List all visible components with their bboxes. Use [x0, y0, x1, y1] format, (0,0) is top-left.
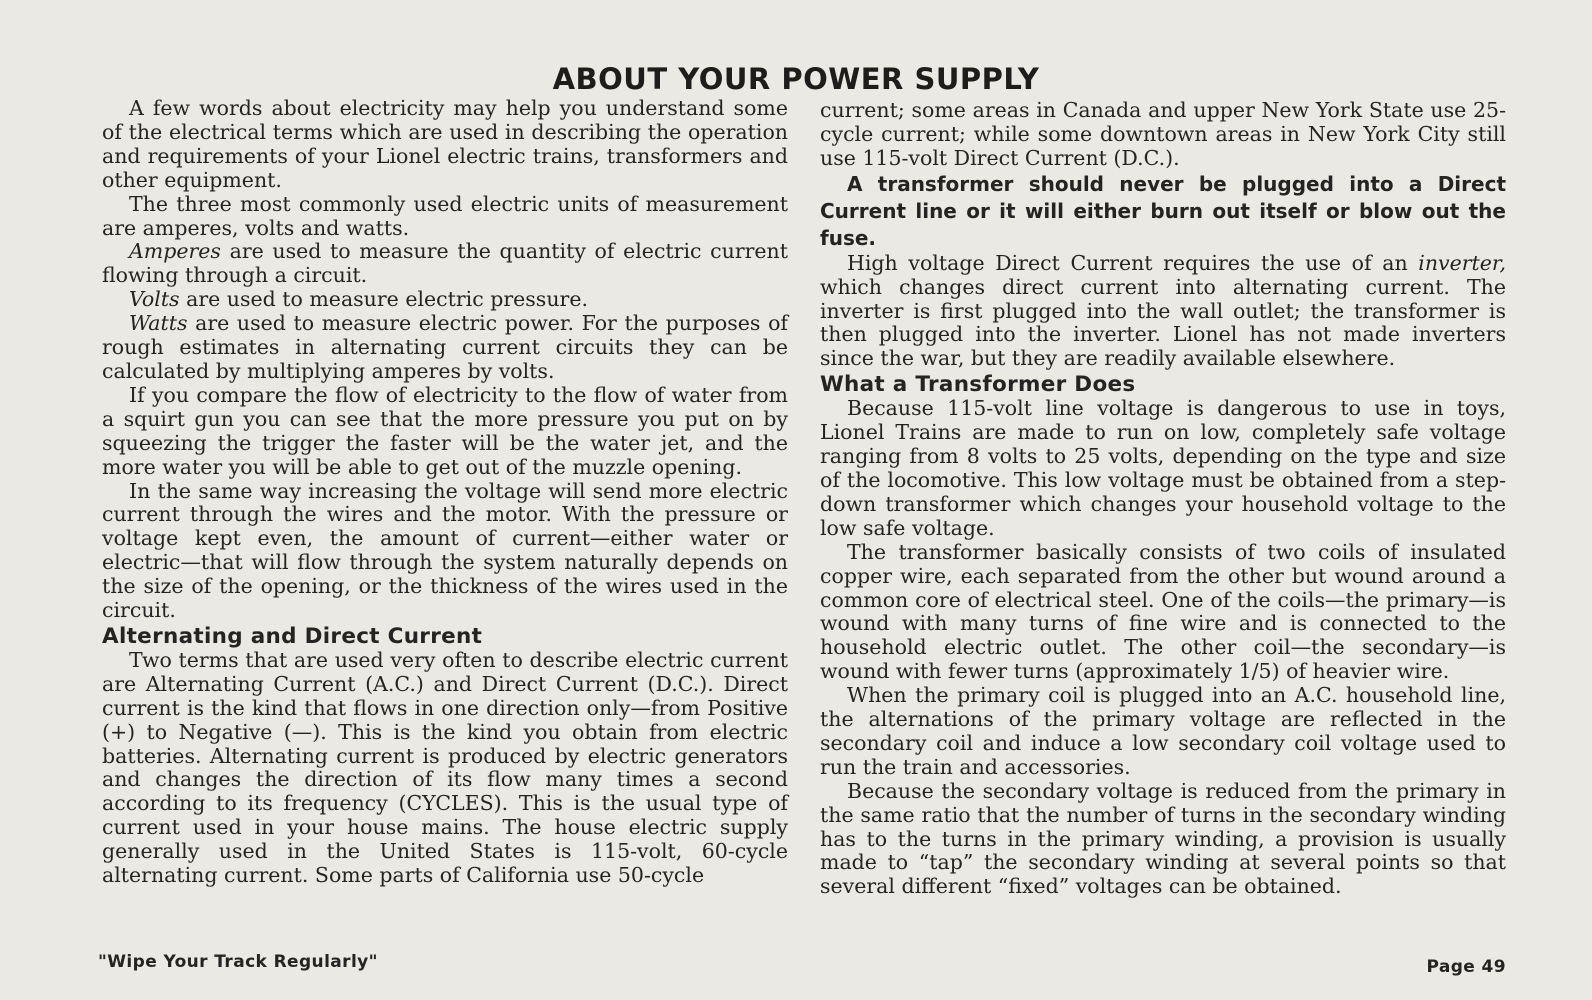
paragraph-coils: The transformer basically consists of two coils of insulated copper wire, each separated from the other but wound around a common core of electrical steel. One of the coils—the primary—is wound with many turns of fine wire and is connected to the household electric outlet. The other coil—the secondary—is wound with fewer turns (approximately 1/5) of heavier wire. [820, 539, 1506, 684]
paragraph-inverter [820, 252, 1506, 372]
transformer-warning: A transformer should never be plugged into a Direct Current line or it will either burn out itself or blow out the fuse. [820, 171, 1506, 250]
paragraph-low-voltage: Because 115-volt line voltage is dangerous to use in toys, Lionel Trains are made to run on low, completely safe voltage ranging from 8 volts to 25 volts, depending on the type and size of the locomotive. This low voltage must be obtained from a step-down transformer which changes your household voltage to the low safe voltage. [820, 396, 1506, 540]
paragraph-watts [102, 312, 788, 384]
inverter-text-start: High voltage Direct Current requires the use of an [847, 250, 1419, 275]
volts-definition: are used to measure electric pressure. [179, 287, 588, 312]
term-inverter: inverter, [1418, 250, 1506, 275]
heading-what-transformer-does: What a Transformer Does [820, 372, 1136, 398]
watts-definition: are used to measure electric power. For the purposes of rough estimates in alternating current circuits they can be calculated by multiplying amperes by volts. [102, 311, 788, 383]
inverter-text-end: which changes direct current into alternating current. The inverter is first plugged into the wall outlet; the transformer is then plugged into the inverter. Lionel has not made inverters since the war, but they are readily available elsewhere. [820, 274, 1506, 371]
paragraph-taps: Because the secondary voltage is reduced from the primary in the same ratio that the number of turns in the secondary winding has to the turns in the primary winding, a provision is usually made to “tap” the secondary winding at several points so that several different “fixed” voltages can be obtained. [820, 778, 1506, 899]
footer-slogan: "Wipe Your Track Regularly" [98, 952, 378, 972]
paragraph-water-analogy: If you compare the flow of electricity to the flow of water from a squirt gun you can see that the more pressure you put on by squeezing the trigger the faster will be the water jet, and the more water you will be able to get out of the muzzle opening. [102, 382, 788, 479]
heading-alternating-direct-current: Alternating and Direct Current [102, 623, 483, 649]
amperes-definition: are used to measure the quantity of electric current flowing through a circuit. [102, 239, 788, 288]
paragraph-induction: When the primary coil is plugged into an A.C. household line, the alternations of the primary voltage are reflected in the secondary coil and induce a low secondary coil voltage used to run the train and accessories. [820, 683, 1506, 779]
paragraph-ac-dc: Two terms that are used very often to describe electric current are Alternating Current (A.C.) and Direct Current (D.C.). Direct current is the kind that flows in one direction only—from Positive (+) to Negative (—). This is the kind you obtain from electric batteries. Alternating current is produced by electric generators and changes the direction of its flow many times a second according to its frequency (CYCLES). This is the usual type of current used in your house mains. The house electric supply generally used in the United States is 115-volt, 60-cycle alternating current. Some parts of California use 50-cycle [102, 647, 788, 888]
page-number: Page 49 [1426, 957, 1506, 977]
paragraph-voltage-current: In the same way increasing the voltage will send more electric current through the wires and the motor. With the pressure or voltage kept even, the amount of current—either water or electric—that will flow through the system naturally depends on the size of the opening, or the thickness of the wires used in the circuit. [102, 478, 788, 623]
page-title: ABOUT YOUR POWER SUPPLY [552, 62, 1040, 96]
paragraph-units: The three most commonly used electric units of measurement are amperes, volts and watts. [102, 191, 788, 240]
paragraph-intro: A few words about electricity may help you understand some of the electrical terms which are used in describing the operation and requirements of your Lionel electric trains, transformers and other equipment. [102, 96, 788, 192]
paragraph-amperes [102, 240, 788, 288]
term-amperes: Amperes [129, 239, 221, 264]
paragraph-volts [102, 288, 788, 312]
term-watts: Watts [129, 311, 188, 336]
paragraph-continued: current; some areas in Canada and upper New York State use 25-cycle current; while some downtown areas in New York City still use 115-volt Direct Current (D.C.). [820, 98, 1506, 170]
left-column [102, 97, 788, 888]
right-column [820, 99, 1506, 899]
term-volts: Volts [129, 287, 180, 312]
